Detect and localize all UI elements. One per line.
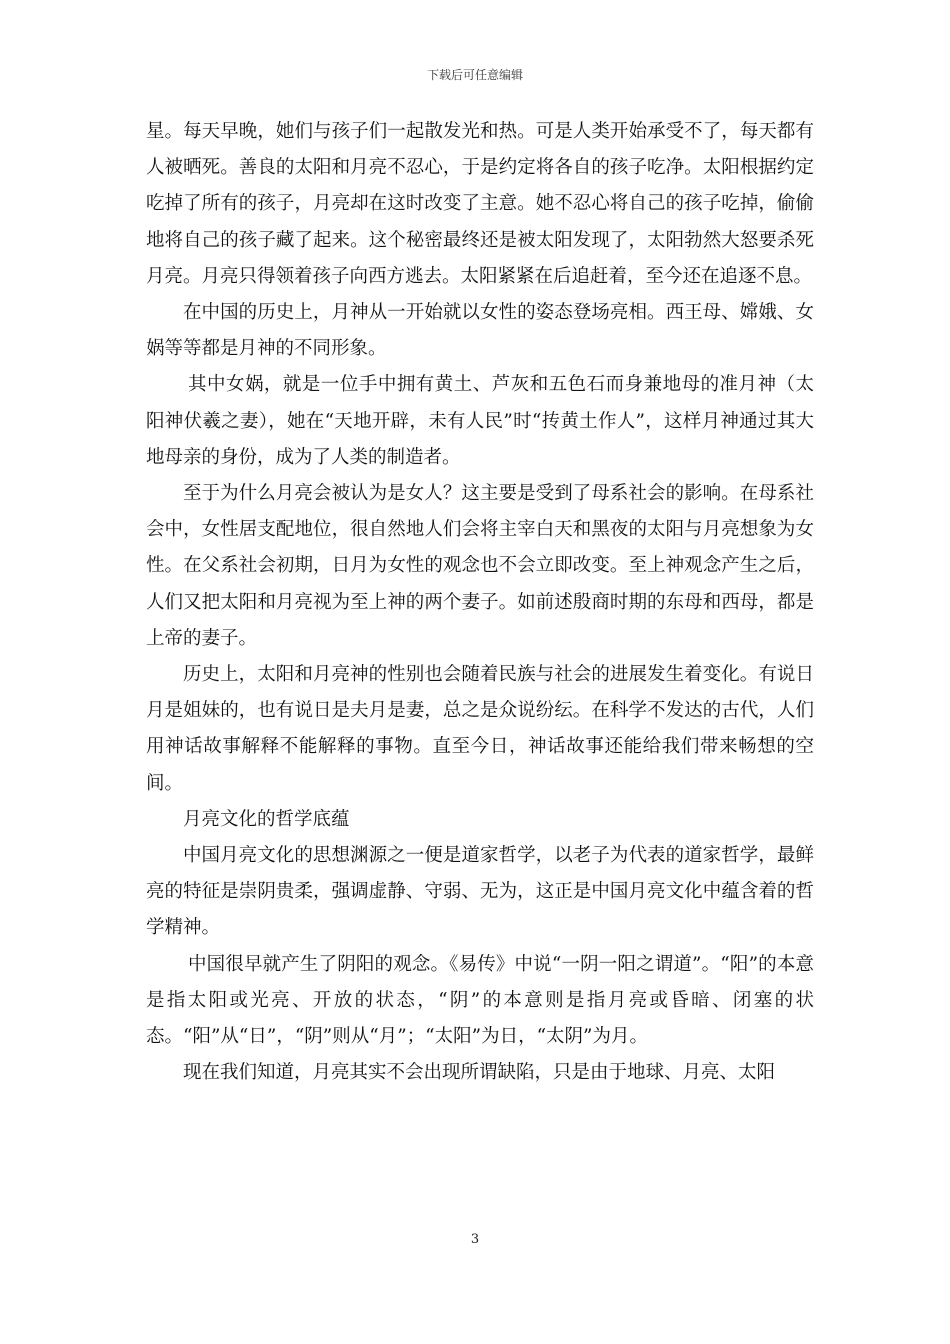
paragraph-1: 星。每天早晚，她们与孩子们一起散发光和热。可是人类开始承受不了，每天都有人被晒死。善良的太阳和月亮不忍心，于是约定将各自的孩子吃净。太阳根据约定吃掉了所有的孩子，月亮却在这时改变了主意。她不忍心将自己的孩子吃掉，偷偷地将自己的孩子藏了起来。这个秘密最终还是被太阳发现了，太阳勃然大怒要杀死月亮。月亮只得领着孩子向西方逃去。太阳紧紧在后追赶着，至今还在追逐不息。 [146,121,814,287]
paragraph-7: 中国很早就产生了阴阳的观念。《易传》中说“一阴一阳之谓道”。“阳”的本意是指太阳或光亮、开放的状态，“阴”的本意则是指月亮或昏暗、闭塞的状态。“阳”从“日”，“阴”则从“月”；“太阳”为日，“太阴”为月。 [146,953,814,1048]
paragraph-3: 其中女娲，就是一位手中拥有黄土、芦灰和五色石而身兼地母的准月神（太阳神伏羲之妻），她在“天地开辟，未有人民”时“抟黄土作人”，这样月神通过其大地母亲的身份，成为了人类的制造者。 [146,374,814,468]
paragraph-2: 在中国的历史上，月神从一开始就以女性的姿态登场亮相。西王母、嫦娥、女娲等等都是月神的不同形象。 [146,302,814,360]
paragraph-6: 中国月亮文化的思想渊源之一便是道家哲学，以老子为代表的道家哲学，最鲜亮的特征是崇阴贵柔，强调虚静、守弱、无为，这正是中国月亮文化中蕴含着的哲学精神。 [146,845,814,939]
paragraph-4: 至于为什么月亮会被认为是女人？这主要是受到了母系社会的影响。在母系社会中，女性居支配地位，很自然地人们会将主宰白天和黑夜的太阳与月亮想象为女性。在父系社会初期，日月为女性的观念也不会立即改变。至上神观念产生之后，人们又把太阳和月亮视为至上神的两个妻子。如前述殷商时期的东母和西母，都是上帝的妻子。 [146,483,814,649]
paragraph-8: 现在我们知道，月亮其实不会出现所谓缺陷，只是由于地球、月亮、太阳 [183,1062,776,1084]
section-heading: 月亮文化的哲学底蕴 [183,808,350,830]
page-header: 下载后可任意编辑 [426,68,523,82]
document-body [146,114,814,1091]
page-number: 3 [470,1232,480,1247]
paragraph-5: 历史上，太阳和月亮神的性别也会随着民族与社会的进展发生着变化。有说日月是姐妹的，也有说日是夫月是妻，总之是众说纷纭。在科学不发达的古代，人们用神话故事解释不能解释的事物。直至今日，神话故事还能给我们带来畅想的空间。 [146,664,814,794]
